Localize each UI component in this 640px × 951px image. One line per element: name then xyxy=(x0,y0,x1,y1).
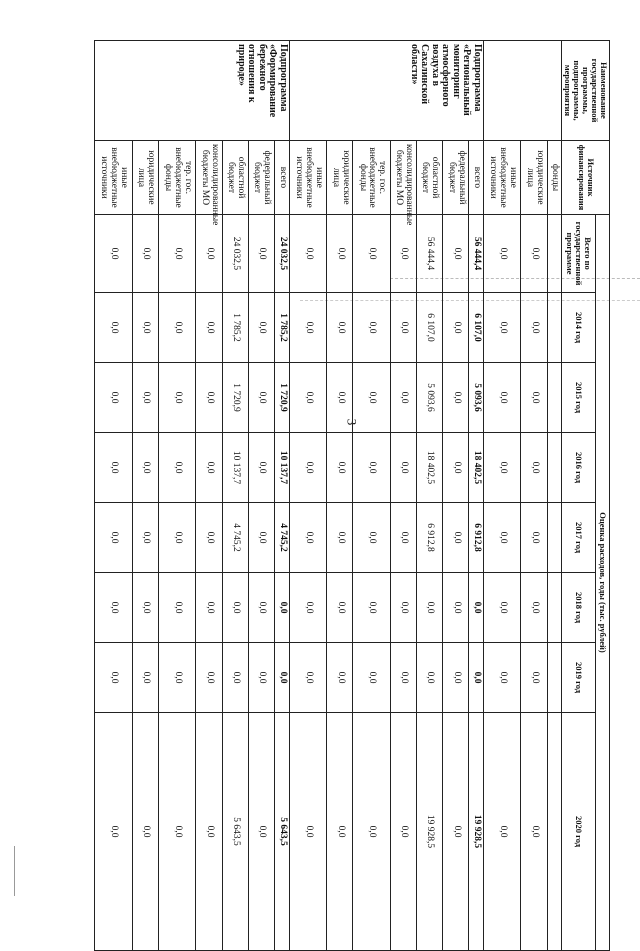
value-cell: 0,0 xyxy=(248,713,274,951)
value-cell: 0,0 xyxy=(248,293,274,363)
table-row xyxy=(327,41,353,951)
value-cell xyxy=(547,503,562,573)
value-cell: 0,0 xyxy=(327,643,353,713)
value-cell: 0,0 xyxy=(327,503,353,573)
value-cell: 0,0 xyxy=(95,503,133,573)
table-row xyxy=(469,41,484,951)
table-row xyxy=(248,41,274,951)
value-cell: 0,0 xyxy=(521,573,547,643)
value-cell: 0,0 xyxy=(443,363,469,433)
scan-line xyxy=(14,846,15,896)
program-name-cell xyxy=(483,41,561,141)
value-cell: 5 643,5 xyxy=(274,713,289,951)
table-row xyxy=(443,41,469,951)
value-cell: 1 785,2 xyxy=(274,293,289,363)
value-cell: 1 720,9 xyxy=(222,363,248,433)
value-cell: 0,0 xyxy=(158,215,196,293)
table-row xyxy=(390,41,416,951)
header-total: Всего по государственной программе xyxy=(562,215,596,293)
value-cell: 6 912,8 xyxy=(469,503,484,573)
header-year: 2017 год xyxy=(562,503,596,573)
value-cell: 0,0 xyxy=(248,503,274,573)
value-cell: 10 137,7 xyxy=(222,433,248,503)
value-cell: 0,0 xyxy=(274,573,289,643)
value-cell xyxy=(547,573,562,643)
value-cell: 0,0 xyxy=(443,643,469,713)
value-cell: 0,0 xyxy=(443,215,469,293)
value-cell: 0,0 xyxy=(353,363,391,433)
value-cell: 0,0 xyxy=(132,215,158,293)
table-row xyxy=(483,41,521,951)
value-cell: 0,0 xyxy=(390,713,416,951)
value-cell: 6 107,0 xyxy=(469,293,484,363)
value-cell: 0,0 xyxy=(521,433,547,503)
table-row xyxy=(95,41,133,951)
source-cell: иные внебюджетные источники xyxy=(483,141,521,215)
header-estimate: Оценка расходов, годы (тыс. рублей) xyxy=(596,215,610,951)
value-cell: 0,0 xyxy=(483,713,521,951)
value-cell: 0,0 xyxy=(521,215,547,293)
value-cell: 0,0 xyxy=(132,363,158,433)
value-cell: 0,0 xyxy=(289,215,327,293)
value-cell: 0,0 xyxy=(248,573,274,643)
value-cell: 0,0 xyxy=(196,503,222,573)
source-cell: консолидированные бюджеты МО xyxy=(390,141,416,215)
value-cell: 24 032,5 xyxy=(222,215,248,293)
value-cell: 0,0 xyxy=(132,713,158,951)
value-cell: 0,0 xyxy=(222,573,248,643)
value-cell xyxy=(547,215,562,293)
value-cell: 0,0 xyxy=(483,643,521,713)
source-cell: областной бюджет xyxy=(416,141,442,215)
source-cell: юридические лица xyxy=(521,141,547,215)
value-cell: 0,0 xyxy=(289,293,327,363)
value-cell: 0,0 xyxy=(521,503,547,573)
value-cell: 0,0 xyxy=(95,363,133,433)
value-cell xyxy=(547,363,562,433)
value-cell: 0,0 xyxy=(483,573,521,643)
value-cell: 0,0 xyxy=(483,433,521,503)
value-cell: 0,0 xyxy=(196,363,222,433)
value-cell: 5 093,6 xyxy=(469,363,484,433)
value-cell: 0,0 xyxy=(483,503,521,573)
value-cell: 0,0 xyxy=(158,573,196,643)
value-cell: 0,0 xyxy=(521,643,547,713)
value-cell xyxy=(547,293,562,363)
value-cell: 0,0 xyxy=(521,713,547,951)
value-cell xyxy=(547,433,562,503)
header-year: 2019 год xyxy=(562,643,596,713)
value-cell: 0,0 xyxy=(132,643,158,713)
source-cell: юридические лица xyxy=(327,141,353,215)
value-cell: 0,0 xyxy=(132,503,158,573)
value-cell: 0,0 xyxy=(196,293,222,363)
value-cell: 0,0 xyxy=(353,293,391,363)
value-cell: 18 402,5 xyxy=(416,433,442,503)
value-cell: 0,0 xyxy=(95,713,133,951)
value-cell: 0,0 xyxy=(353,433,391,503)
value-cell: 0,0 xyxy=(158,643,196,713)
value-cell: 0,0 xyxy=(289,433,327,503)
value-cell: 0,0 xyxy=(327,433,353,503)
value-cell: 1 720,9 xyxy=(274,363,289,433)
value-cell: 0,0 xyxy=(196,643,222,713)
value-cell: 0,0 xyxy=(443,293,469,363)
value-cell: 0,0 xyxy=(483,293,521,363)
value-cell: 0,0 xyxy=(158,503,196,573)
value-cell: 0,0 xyxy=(521,293,547,363)
value-cell: 0,0 xyxy=(95,215,133,293)
value-cell: 56 444,4 xyxy=(416,215,442,293)
value-cell: 0,0 xyxy=(248,433,274,503)
value-cell: 0,0 xyxy=(390,363,416,433)
value-cell: 0,0 xyxy=(327,713,353,951)
source-cell: тер. гос. внебюджетные фонды xyxy=(158,141,196,215)
value-cell xyxy=(547,643,562,713)
source-cell: областной бюджет xyxy=(222,141,248,215)
value-cell: 10 137,7 xyxy=(274,433,289,503)
value-cell: 0,0 xyxy=(222,643,248,713)
header-year: 2015 год xyxy=(562,363,596,433)
expenses-table xyxy=(94,40,610,951)
value-cell: 0,0 xyxy=(327,293,353,363)
value-cell: 4 745,2 xyxy=(274,503,289,573)
header-row-1 xyxy=(596,41,610,951)
value-cell: 0,0 xyxy=(416,573,442,643)
header-name: Наименование государственной программы, подпрограммы, мероприятия xyxy=(562,41,610,141)
value-cell: 0,0 xyxy=(248,363,274,433)
value-cell: 0,0 xyxy=(443,433,469,503)
table-row xyxy=(353,41,391,951)
table-row xyxy=(158,41,196,951)
value-cell: 0,0 xyxy=(158,713,196,951)
value-cell: 1 785,2 xyxy=(222,293,248,363)
value-cell: 0,0 xyxy=(327,215,353,293)
header-year: 2016 год xyxy=(562,433,596,503)
value-cell: 0,0 xyxy=(327,573,353,643)
source-cell: иные внебюджетные источники xyxy=(289,141,327,215)
value-cell: 0,0 xyxy=(289,503,327,573)
value-cell: 0,0 xyxy=(95,573,133,643)
value-cell: 19 928,5 xyxy=(469,713,484,951)
table-row xyxy=(289,41,327,951)
value-cell: 5 093,6 xyxy=(416,363,442,433)
source-cell: федеральный бюджет xyxy=(248,141,274,215)
header-year: 2018 год xyxy=(562,573,596,643)
value-cell: 0,0 xyxy=(274,643,289,713)
value-cell: 0,0 xyxy=(483,363,521,433)
value-cell: 0,0 xyxy=(289,643,327,713)
table-row xyxy=(132,41,158,951)
table-row xyxy=(274,41,289,951)
source-cell: фонды xyxy=(547,141,562,215)
value-cell: 0,0 xyxy=(327,363,353,433)
header-year: 2014 год xyxy=(562,293,596,363)
value-cell: 0,0 xyxy=(443,573,469,643)
value-cell: 0,0 xyxy=(483,215,521,293)
value-cell: 0,0 xyxy=(158,363,196,433)
value-cell: 0,0 xyxy=(443,713,469,951)
source-cell: всего xyxy=(274,141,289,215)
value-cell: 0,0 xyxy=(95,643,133,713)
table-row xyxy=(222,41,248,951)
value-cell xyxy=(547,713,562,951)
value-cell: 0,0 xyxy=(390,643,416,713)
value-cell: 0,0 xyxy=(289,573,327,643)
value-cell: 56 444,4 xyxy=(469,215,484,293)
header-source: Источник финансирования xyxy=(562,141,610,215)
value-cell: 0,0 xyxy=(196,433,222,503)
value-cell: 0,0 xyxy=(353,503,391,573)
table-row xyxy=(547,41,562,951)
value-cell: 0,0 xyxy=(95,293,133,363)
value-cell: 0,0 xyxy=(521,363,547,433)
source-cell: юридические лица xyxy=(132,141,158,215)
value-cell: 19 928,5 xyxy=(416,713,442,951)
value-cell: 0,0 xyxy=(390,433,416,503)
value-cell: 0,0 xyxy=(390,573,416,643)
source-cell: консолидированные бюджеты МО xyxy=(196,141,222,215)
value-cell: 0,0 xyxy=(353,573,391,643)
value-cell: 0,0 xyxy=(289,713,327,951)
value-cell: 0,0 xyxy=(196,215,222,293)
value-cell: 0,0 xyxy=(390,503,416,573)
table-body xyxy=(95,41,562,951)
source-cell: иные внебюджетные источники xyxy=(95,141,133,215)
value-cell: 0,0 xyxy=(132,573,158,643)
value-cell: 5 643,5 xyxy=(222,713,248,951)
page-number: 3 xyxy=(344,418,360,426)
header-year: 2020 год xyxy=(562,713,596,951)
value-cell: 0,0 xyxy=(390,293,416,363)
value-cell: 0,0 xyxy=(158,433,196,503)
table-row xyxy=(521,41,547,951)
value-cell: 0,0 xyxy=(353,215,391,293)
rotated-table-wrapper xyxy=(100,40,610,880)
value-cell: 4 745,2 xyxy=(222,503,248,573)
value-cell: 18 402,5 xyxy=(469,433,484,503)
value-cell: 0,0 xyxy=(95,433,133,503)
value-cell: 0,0 xyxy=(158,293,196,363)
value-cell: 6 107,0 xyxy=(416,293,442,363)
value-cell: 0,0 xyxy=(353,643,391,713)
value-cell: 24 032,5 xyxy=(274,215,289,293)
value-cell: 0,0 xyxy=(416,643,442,713)
value-cell: 0,0 xyxy=(469,643,484,713)
value-cell: 0,0 xyxy=(289,363,327,433)
value-cell: 0,0 xyxy=(196,713,222,951)
value-cell: 0,0 xyxy=(469,573,484,643)
source-cell: федеральный бюджет xyxy=(443,141,469,215)
value-cell: 0,0 xyxy=(132,433,158,503)
program-name-cell: Подпрограмма «Региональный мониторинг атмосферного воздуха в Сахалинской области» xyxy=(289,41,483,141)
value-cell: 0,0 xyxy=(196,573,222,643)
source-cell: всего xyxy=(469,141,484,215)
value-cell: 6 912,8 xyxy=(416,503,442,573)
value-cell: 0,0 xyxy=(443,503,469,573)
value-cell: 0,0 xyxy=(390,215,416,293)
value-cell: 0,0 xyxy=(248,643,274,713)
program-name-cell: Подпрограмма «Формирование бережного отношения к природе» xyxy=(95,41,290,141)
table-row xyxy=(416,41,442,951)
value-cell: 0,0 xyxy=(353,713,391,951)
value-cell: 0,0 xyxy=(248,215,274,293)
value-cell: 0,0 xyxy=(132,293,158,363)
table-row xyxy=(196,41,222,951)
source-cell: тер. гос. внебюджетные фонды xyxy=(353,141,391,215)
